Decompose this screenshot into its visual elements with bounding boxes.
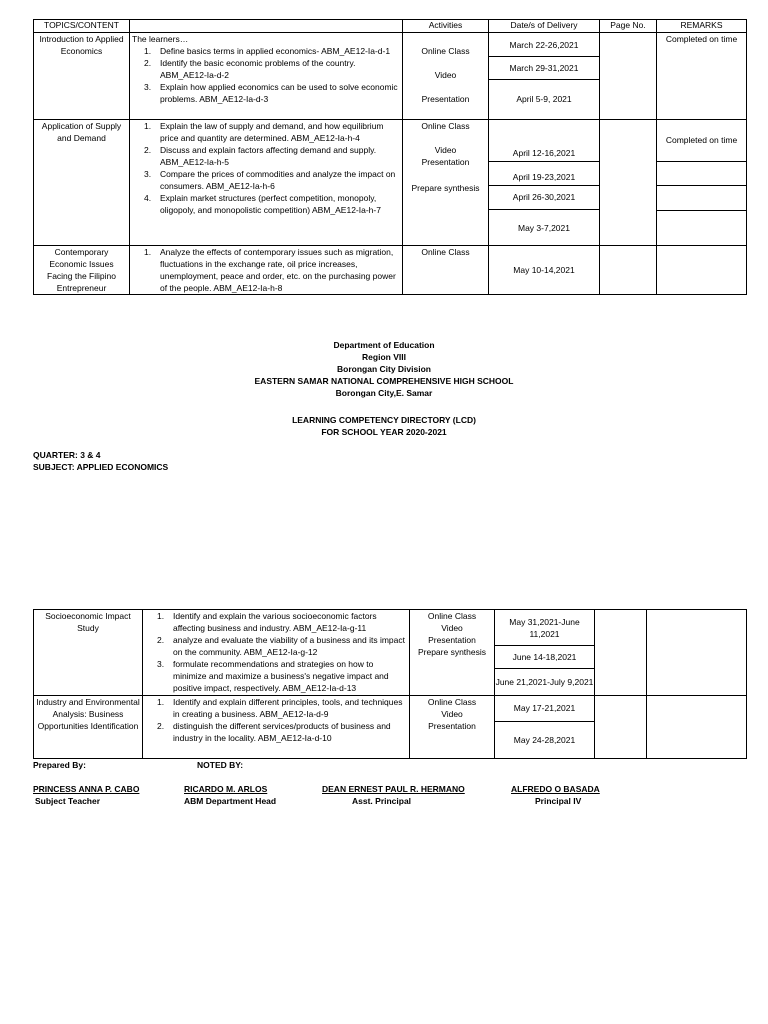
school-header	[0, 339, 768, 399]
date-item: May 31,2021-June 11,2021	[495, 610, 594, 646]
date-item: May 17-21,2021	[495, 696, 594, 722]
activity-item: Video	[441, 709, 463, 719]
activity-item: Prepare synthesis	[417, 647, 487, 657]
activity-item: Online Class	[427, 611, 477, 621]
header-line: Borongan City,E. Samar	[335, 388, 433, 398]
competency-list	[132, 45, 400, 105]
learners-intro: The learners…	[132, 34, 189, 44]
activity-item: Online Class	[427, 697, 477, 707]
remarks-item: Completed on time	[657, 120, 746, 162]
signatory-department-head	[184, 783, 276, 807]
dates-cell: May 10-14,2021	[489, 246, 600, 295]
dates-cell	[495, 696, 595, 759]
activity-item: Online Class	[421, 46, 470, 56]
date-item: March 29-31,2021	[489, 57, 599, 79]
competency-cell	[143, 610, 410, 696]
topic-cell: Application of Supply and Demand	[34, 120, 130, 246]
remarks-cell	[657, 246, 747, 295]
header-activities: Activities	[403, 20, 489, 33]
table-row	[34, 246, 747, 295]
remarks-cell	[647, 696, 747, 759]
table-header-row	[34, 20, 747, 33]
list-item: 3. Explain how applied economics can be used to solve economic problems. ABM_AE12-Ia-d-3	[144, 82, 398, 104]
activity-item: Video	[434, 70, 457, 80]
page-no-cell	[595, 696, 647, 759]
activity-item: Prepare synthesis	[411, 183, 480, 193]
date-item: April 5-9, 2021	[516, 94, 572, 105]
topic-cell: Socioeconomic Impact Study	[34, 610, 143, 696]
topic-cell: Contemporary Economic Issues Facing the Filipino Entrepreneur	[34, 246, 130, 295]
list-item: 3. formulate recommendations and strategies on how to minimize and maximize a business's negative impact and positive impact, respectively. ABM_AE12-Ia-d-13	[157, 659, 389, 693]
list-item: 2. Discuss and explain factors affecting demand and supply. ABM_AE12-Ia-h-5	[144, 145, 377, 167]
dates-cell	[495, 610, 595, 696]
table-row	[34, 610, 747, 696]
table-row	[34, 696, 747, 759]
activity-item: Presentation	[421, 94, 470, 104]
remarks-blank	[657, 211, 746, 245]
remarks-cell	[657, 120, 747, 246]
header-blank	[130, 20, 403, 33]
date-item: May 24-28,2021	[513, 734, 576, 745]
topic-cell: Industry and Environmental Analysis: Business Opportunities Identification	[34, 696, 143, 759]
list-item: 2. distinguish the different services/products of business and industry in the locality. ABM_AE12-Ia-d-10	[157, 721, 391, 743]
remarks-blank	[657, 162, 746, 186]
competency-list	[132, 246, 400, 294]
competency-list	[145, 610, 407, 694]
remarks-cell	[647, 610, 747, 696]
dates-cell	[489, 33, 600, 120]
header-topics: TOPICS/CONTENT	[34, 20, 130, 33]
activity-item: Presentation	[421, 157, 470, 167]
date-item: April 19-23,2021	[489, 162, 599, 186]
page-no-cell	[600, 33, 657, 120]
remarks-blank	[657, 186, 746, 210]
competency-table-1	[33, 19, 747, 295]
subject-label: SUBJECT: APPLIED ECONOMICS	[33, 462, 169, 472]
list-item: 4. Explain market structures (perfect competition, monopoly, oligopoly, and monopolistic competition) ABM_AE12-Ia-h-7	[144, 193, 381, 215]
competency-list	[132, 120, 400, 216]
topic-cell: Introduction to Applied Economics	[34, 33, 130, 120]
date-item: March 22-26,2021	[489, 33, 599, 57]
header-dates: Date/s of Delivery	[489, 20, 600, 33]
activity-item: Presentation	[428, 721, 476, 731]
list-item: 1. Identify and explain different principles, tools, and techniques in creating a business. ABM_AE12-Ia-d-9	[157, 697, 403, 719]
signatory-role: Asst. Principal	[352, 796, 412, 806]
activity-item: Presentation	[428, 635, 476, 645]
competency-list	[145, 696, 407, 744]
date-item: June 14-18,2021	[495, 646, 594, 668]
activity-item: Online Class	[421, 121, 470, 131]
signatory-asst-principal	[322, 783, 465, 807]
header-remarks: REMARKS	[657, 20, 747, 33]
signatory-name: PRINCESS ANNA P. CABO	[33, 784, 140, 794]
competency-table-2	[33, 609, 747, 759]
activities-cell	[403, 120, 489, 246]
remarks-cell: Completed on time	[657, 33, 747, 120]
table-row	[34, 33, 747, 120]
list-item: 1. Explain the law of supply and demand, and how equilibrium price and quantity are determined. ABM_AE12-Ia-h-4	[144, 121, 384, 143]
activities-cell: Online Class	[403, 246, 489, 295]
header-line: Region VIII	[362, 352, 406, 362]
signatory-principal	[511, 783, 600, 807]
list-item: 2. Identify the basic economic problems of the country. ABM_AE12-Ia-d-2	[144, 58, 356, 80]
list-item: 2. analyze and evaluate the viability of a business and its impact on the community. ABM_AE12-Ia-g-12	[157, 635, 405, 657]
title-line: LEARNING COMPETENCY DIRECTORY (LCD)	[292, 415, 476, 425]
quarter-subject	[33, 449, 168, 473]
activities-cell	[403, 33, 489, 120]
activities-cell	[410, 610, 495, 696]
date-item: June 21,2021-July 9,2021	[495, 676, 594, 687]
activity-item: Video	[434, 145, 457, 155]
header-line: EASTERN SAMAR NATIONAL COMPREHENSIVE HIGH SCHOOL	[254, 376, 514, 386]
competency-cell	[143, 696, 410, 759]
list-item: 1. Identify and explain the various socioeconomic factors affecting business and industry. ABM_AE12-Ia-g-11	[157, 611, 377, 633]
date-item: April 26-30,2021	[489, 186, 599, 211]
table-row	[34, 120, 747, 246]
signatory-name: DEAN ERNEST PAUL R. HERMANO	[322, 784, 465, 794]
quarter-label: QUARTER: 3 & 4	[33, 450, 101, 460]
page-no-cell	[600, 246, 657, 295]
header-line: Department of Education	[333, 340, 435, 350]
date-item: April 12-16,2021	[489, 120, 599, 162]
signatory-role: Principal IV	[535, 796, 582, 806]
signatory-name: RICARDO M. ARLOS	[184, 784, 268, 794]
document-title	[0, 414, 768, 438]
signatory-role: Subject Teacher	[35, 796, 101, 806]
list-item: 1. Analyze the effects of contemporary issues such as migration, fluctuations in the exchange rate, oil price increases, unemployment, peace and order, etc. on the purchasing power of the people. ABM_AE12-Ia-h-8	[144, 247, 396, 293]
competency-cell	[130, 33, 403, 120]
page-no-cell	[600, 120, 657, 246]
date-item: May 3-7,2021	[518, 222, 570, 233]
competency-cell	[130, 120, 403, 246]
header-line: Borongan City Division	[337, 364, 431, 374]
page-no-cell	[595, 610, 647, 696]
dates-cell	[489, 120, 600, 246]
title-line: FOR SCHOOL YEAR 2020-2021	[321, 427, 447, 437]
list-item: 1. Define basics terms in applied economics- ABM_AE12-Ia-d-1	[144, 46, 391, 56]
activities-cell	[410, 696, 495, 759]
header-page-no: Page No.	[600, 20, 657, 33]
signatory-role: ABM Department Head	[184, 796, 277, 806]
list-item: 3. Compare the prices of commodities and analyze the impact on consumers. ABM_AE12-Ia-h-6	[144, 169, 396, 191]
signatory-name: ALFREDO O BASADA	[511, 784, 600, 794]
prepared-by-label: Prepared By:	[33, 760, 86, 770]
signatory-teacher	[33, 783, 139, 807]
activity-item: Video	[441, 623, 463, 633]
competency-cell	[130, 246, 403, 295]
noted-by-label: NOTED BY:	[197, 760, 244, 770]
